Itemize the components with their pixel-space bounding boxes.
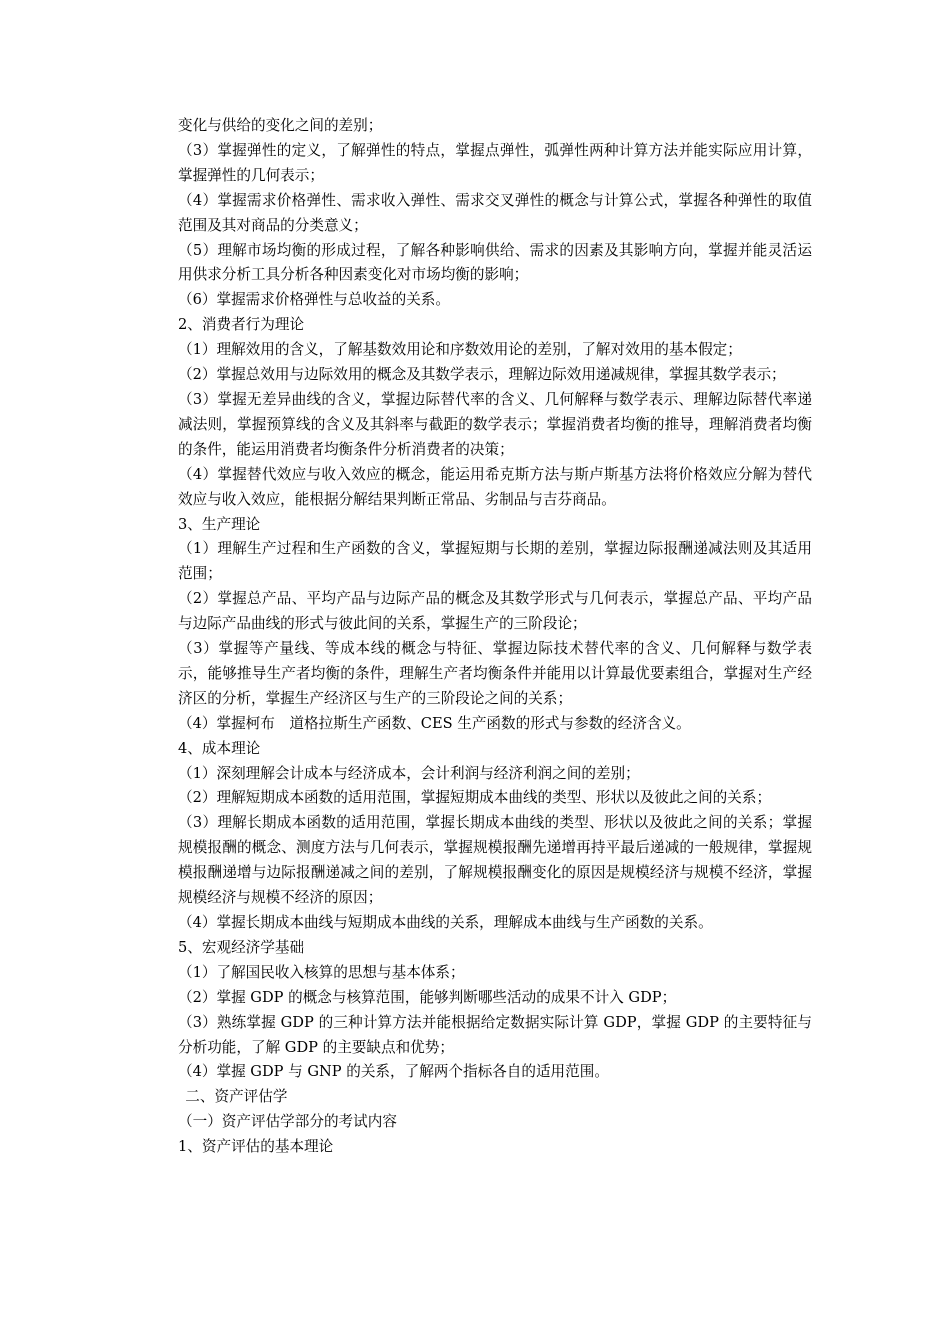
list-item: （5）理解市场均衡的形成过程，了解各种影响供给、需求的因素及其影响方向，掌握并能灵活运用供求分析工具分析各种因素变化对市场均衡的影响； [178,241,812,284]
list-item: （2）理解短期成本函数的适用范围，掌握短期成本曲线的类型、形状以及彼此之间的关系； [178,789,772,807]
section-heading: 2、消费者行为理论 [178,316,305,334]
subsection-heading: （一）资产评估学部分的考试内容 [178,1113,397,1131]
list-item: （3）掌握弹性的定义，了解弹性的特点，掌握点弹性，弧弹性两种计算方法并能实际应用计算，掌握弹性的几何表示； [178,141,812,184]
list-item: （2）掌握总效用与边际效用的概念及其数学表示，理解边际效用递减规律，掌握其数学表示； [178,366,786,384]
list-item: （3）掌握等产量线、等成本线的概念与特征、掌握边际技术替代率的含义、几何解释与数学表示，能够推导生产者均衡的条件，理解生产者均衡条件并能用以计算最优要素组合，掌握对生产经济区的分析，掌握生产经济区与生产的三阶段论之间的关系； [178,640,812,707]
section-heading: 5、宏观经济学基础 [178,938,305,956]
section-heading: 3、生产理论 [178,515,261,533]
list-item: （3）掌握无差异曲线的含义，掌握边际替代率的含义、几何解释与数学表示、理解边际替代率递减法则，掌握预算线的含义及其斜率与截距的数学表示；掌握消费者均衡的推导，理解消费者均衡的条件，能运用消费者均衡条件分析消费者的决策； [178,390,812,458]
list-item: （4）掌握替代效应与收入效应的概念，能运用希克斯方法与斯卢斯基方法将价格效应分解为替代效应与收入效应，能根据分解结果判断正常品、劣制品与吉芬商品。 [178,465,812,508]
list-item: （3）理解长期成本函数的适用范围，掌握长期成本曲线的类型、形状以及彼此之间的关系；掌握规模报酬的概念、测度方法与几何表示，掌握规模报酬先递增再持平最后递减的一般规律，掌握规模报酬递增与边际报酬递减之间的差别，了解规模报酬变化的原因是规模经济与规模不经济，掌握规模经济与规模不经济的原因； [178,814,812,907]
paragraph: 变化与供给的变化之间的差别； [178,117,383,134]
section-heading: 1、资产评估的基本理论 [178,1138,334,1156]
list-item: （4）掌握需求价格弹性、需求收入弹性、需求交叉弹性的概念与计算公式，掌握各种弹性的取值范围及其对商品的分类意义； [178,191,812,234]
list-item: （2）掌握总产品、平均产品与边际产品的概念及其数学形式与几何表示，掌握总产品、平均产品与边际产品曲线的形式与彼此间的关系，掌握生产的三阶段论； [178,590,812,633]
list-item: （4）掌握长期成本曲线与短期成本曲线的关系，理解成本曲线与生产函数的关系。 [178,914,713,931]
list-item: （1）深刻理解会计成本与经济成本，会计利润与经济利润之间的差别； [178,764,640,782]
chapter-heading: 二、资产评估学 [185,1088,288,1106]
list-item: （6）掌握需求价格弹性与总收益的关系。 [178,291,450,309]
document-body [178,114,812,1160]
section-heading: 4、成本理论 [178,739,261,757]
list-item: （1）理解效用的含义，了解基数效用论和序数效用论的差别，了解对效用的基本假定； [178,341,742,359]
list-item: （4）掌握柯布 道格拉斯生产函数、CES 生产函数的形式与参数的经济含义。 [178,714,691,732]
list-item: （3）熟练掌握 GDP 的三种计算方法并能根据给定数据实际计算 GDP，掌握 GDP 的主要特征与分析功能，了解 GDP 的主要缺点和优势； [178,1013,812,1056]
list-item: （1）理解生产过程和生产函数的含义，掌握短期与长期的差别，掌握边际报酬递减法则及其适用范围； [178,540,812,583]
list-item: （4）掌握 GDP 与 GNP 的关系，了解两个指标各自的适用范围。 [178,1063,609,1081]
list-item: （1）了解国民收入核算的思想与基本体系； [178,963,465,981]
list-item: （2）掌握 GDP 的概念与核算范围，能够判断哪些活动的成果不计入 GDP； [178,988,677,1006]
